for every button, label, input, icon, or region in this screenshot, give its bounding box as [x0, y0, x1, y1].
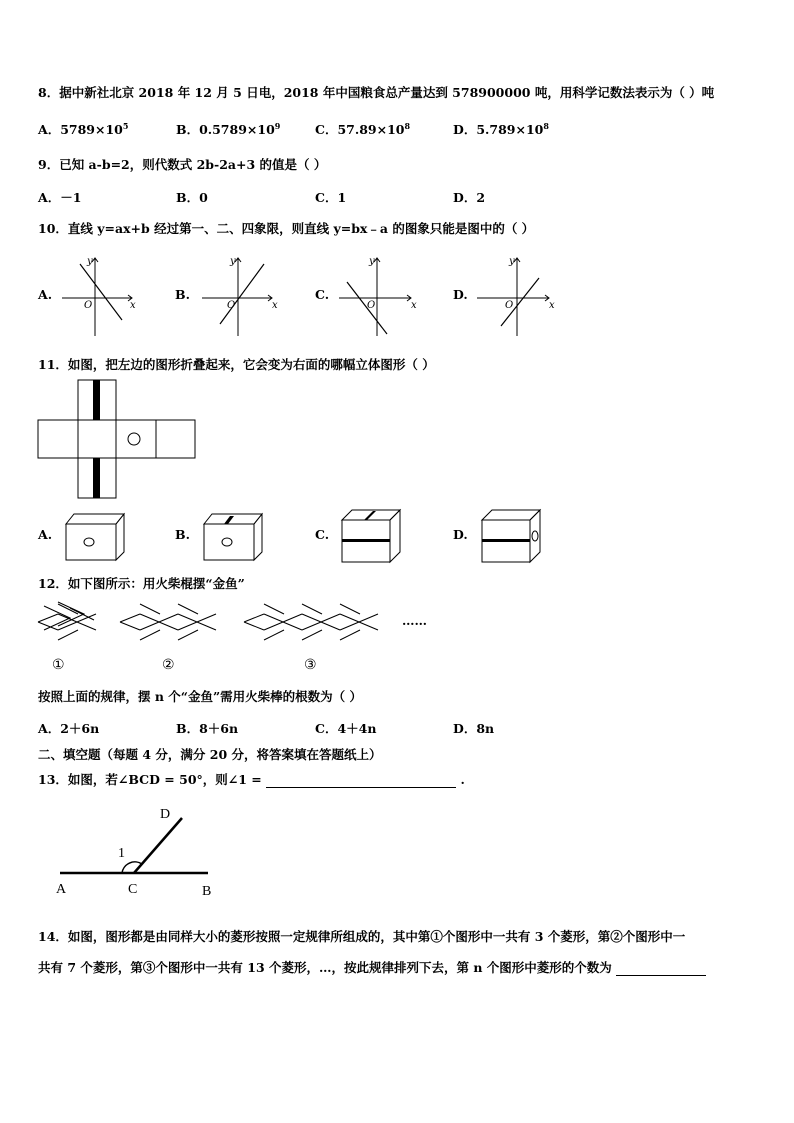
q13-answer-blank[interactable]	[266, 787, 456, 788]
q10-a-o: O	[84, 300, 93, 311]
q10-d-o: O	[505, 300, 514, 311]
q10-text: 10．直线 y=ax+b 经过第一、二、四象限，则直线 y=bx﹣a 的图象只能是图中的（ ）	[38, 221, 535, 236]
q12-fig-label-2: ②	[162, 657, 175, 673]
q11-cube-d	[480, 508, 542, 564]
q8-text: 8．据中新社北京 2018 年 12 月 5 日电，2018 年中国粮食总产量达到 578900000 吨，用科学记数法表示为（ ）吨	[38, 85, 715, 100]
q9-option-b[interactable]: B．0	[176, 190, 208, 205]
q10-graph-b	[198, 252, 278, 337]
q10-label-c[interactable]: C.	[315, 287, 330, 302]
q9-text: 9．已知 a-b=2，则代数式 2b-2a+3 的值是（ ）	[38, 157, 327, 172]
q11-cube-c	[340, 508, 402, 564]
q8-option-a-exp: 5	[122, 120, 129, 131]
q13-label-d: D	[160, 807, 171, 822]
q11-cube-a	[64, 510, 126, 562]
q9-option-d[interactable]: D．2	[453, 190, 486, 205]
q11-text: 11．如图，把左边的图形折叠起来，它会变为右面的哪幅立体图形（ ）	[38, 357, 435, 372]
q8-option-d[interactable]	[453, 120, 549, 138]
q8-option-a-text: A．5789×10	[38, 122, 123, 137]
q10-a-y: y	[87, 256, 93, 267]
q8-option-d-text: D．5.789×10	[453, 122, 544, 137]
q10-b-o: O	[227, 300, 236, 311]
q8-option-b[interactable]	[176, 120, 280, 138]
q12-fig-label-1: ①	[52, 657, 65, 673]
q13-text-b: .	[460, 772, 465, 787]
q13-label-a: A	[56, 882, 67, 897]
q11-cube-b	[202, 510, 264, 562]
q10-b-y: y	[230, 256, 236, 267]
q11-label-c[interactable]: C.	[315, 527, 330, 542]
q12-ellipsis: ……	[402, 613, 427, 628]
q10-b-x: x	[272, 300, 278, 311]
q8-option-b-text: B．0.5789×10	[176, 122, 275, 137]
section-2-heading: 二、填空题（每题 4 分，满分 20 分，将答案填在答题纸上）	[38, 747, 382, 762]
q14-line2-text: 共有 7 个菱形，第③个图形中一共有 13 个菱形，…，按此规律排列下去，第 n 个图形中菱形的个数为	[38, 960, 612, 975]
q10-graph-c	[337, 252, 417, 337]
q14-line2	[38, 958, 706, 976]
q9-option-a[interactable]: A．－1	[38, 190, 82, 205]
q8-option-a[interactable]	[38, 120, 128, 138]
q10-d-y: y	[509, 256, 515, 267]
q12-text: 12．如下图所示：用火柴棍摆“金鱼”	[38, 576, 245, 591]
q12-option-d[interactable]: D．8n	[453, 721, 495, 736]
q9-option-c[interactable]: C．1	[315, 190, 347, 205]
q8-option-b-exp: 9	[274, 120, 281, 131]
q13-label-b: B	[202, 884, 212, 899]
q12-option-b[interactable]: B．8＋6n	[176, 721, 239, 736]
q8-option-d-exp: 8	[543, 120, 549, 131]
q11-cube-net	[38, 380, 198, 500]
q10-label-d[interactable]: D.	[453, 287, 468, 302]
q10-a-x: x	[130, 300, 136, 311]
q11-label-a[interactable]: A.	[38, 527, 53, 542]
q10-c-o: O	[367, 300, 376, 311]
q10-c-y: y	[369, 256, 375, 267]
q13-label-1: 1	[118, 846, 125, 861]
q14-line1: 14．如图，图形都是由同样大小的菱形按照一定规律所组成的，其中第①个图形中一共有 3 个菱形，第②个图形中一	[38, 929, 686, 944]
q10-d-x: x	[549, 300, 555, 311]
q14-answer-blank[interactable]	[616, 975, 706, 976]
q10-label-b[interactable]: B.	[175, 287, 190, 302]
q11-label-d[interactable]: D.	[453, 527, 468, 542]
q10-label-a[interactable]: A.	[38, 287, 53, 302]
q8-option-c-exp: 8	[404, 120, 411, 131]
q12-fish-2	[120, 600, 230, 645]
q12-fish-1-body	[38, 600, 108, 645]
q12-fig-label-3: ③	[304, 657, 317, 673]
q12-text2: 按照上面的规律，摆 n 个“金鱼”需用火柴棒的根数为（ ）	[38, 689, 363, 704]
q12-option-a[interactable]: A．2＋6n	[38, 721, 100, 736]
q10-c-x: x	[411, 300, 417, 311]
q13-angle-figure	[50, 805, 225, 900]
q13-text-a: 13．如图，若∠BCD = 50°，则∠1 =	[38, 772, 262, 787]
q11-label-b[interactable]: B.	[175, 527, 190, 542]
q10-graph-a	[60, 252, 140, 337]
q8-option-c-text: C．57.89×10	[315, 122, 405, 137]
q10-graph-d	[475, 252, 555, 337]
q8-option-c[interactable]	[315, 120, 410, 138]
q13-text	[38, 770, 465, 788]
q12-fish-3	[244, 600, 394, 645]
q13-label-c: C	[128, 882, 138, 897]
q12-option-c[interactable]: C．4＋4n	[315, 721, 377, 736]
